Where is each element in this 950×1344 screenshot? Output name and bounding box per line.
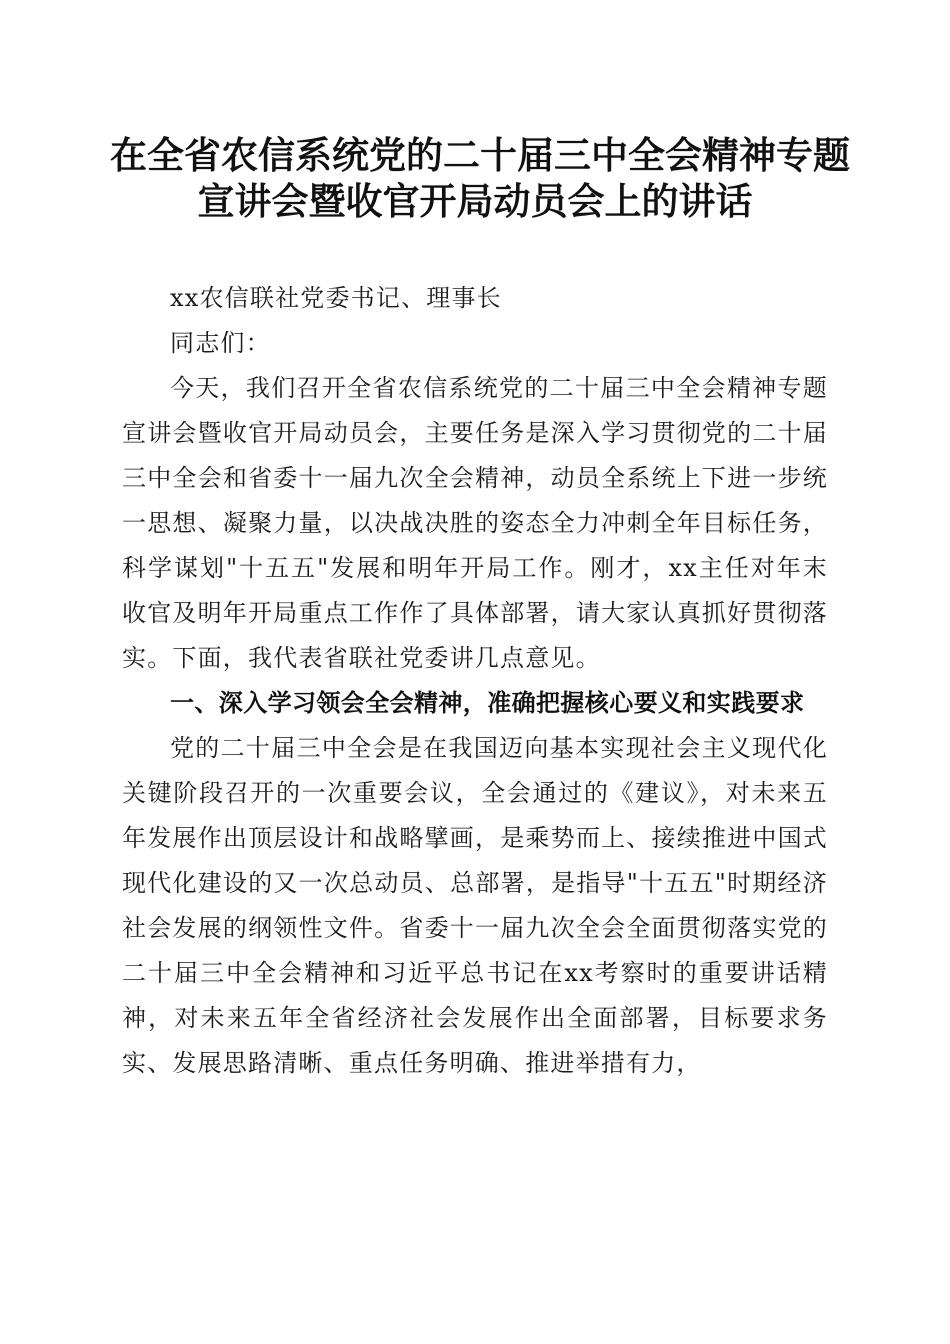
document-title	[110, 132, 850, 224]
speaker-line: xx农信联社党委书记、理事长	[170, 284, 502, 312]
salutation: 同志们：	[170, 329, 271, 357]
intro-paragraph: 今天，我们召开全省农信系统党的二十届三中全会精神专题宣讲会暨收官开局动员会，主要任务是深入学习贯彻党的二十届三中全会和省委十一届九次全会精神，动员全系统上下进一步统一思想、凝聚力量，以决战决胜的姿态全力冲刺全年目标任务，科学谋划"十五五"发展和明年开局工作。刚才，xx主任对年末收官及明年开局重点工作作了具体部署，请大家认真抓好贯彻落实。下面，我代表省联社党委讲几点意见。	[122, 374, 828, 672]
title-line-2: 宣讲会暨收官开局动员会上的讲话	[197, 179, 753, 223]
document-body	[122, 276, 828, 1086]
section-heading: 一、深入学习领会全会精神，准确把握核心要义和实践要求	[170, 689, 805, 717]
section-paragraph: 党的二十届三中全会是在我国迈向基本实现社会主义现代化关键阶段召开的一次重要会议，全会通过的《建议》，对未来五年发展作出顶层设计和战略擘画，是乘势而上、接续推进中国式现代化建设的又一次总动员、总部署，是指导"十五五"时期经济社会发展的纲领性文件。省委十一届九次全会全面贯彻落实党的二十届三中全会精神和习近平总书记在xx考察时的重要讲话精神，对未来五年全省经济社会发展作出全面部署，目标要求务实、发展思路清晰、重点任务明确、推进举措有力，	[122, 734, 828, 1077]
title-line-1: 在全省农信系统党的二十届三中全会精神专题	[110, 133, 850, 177]
